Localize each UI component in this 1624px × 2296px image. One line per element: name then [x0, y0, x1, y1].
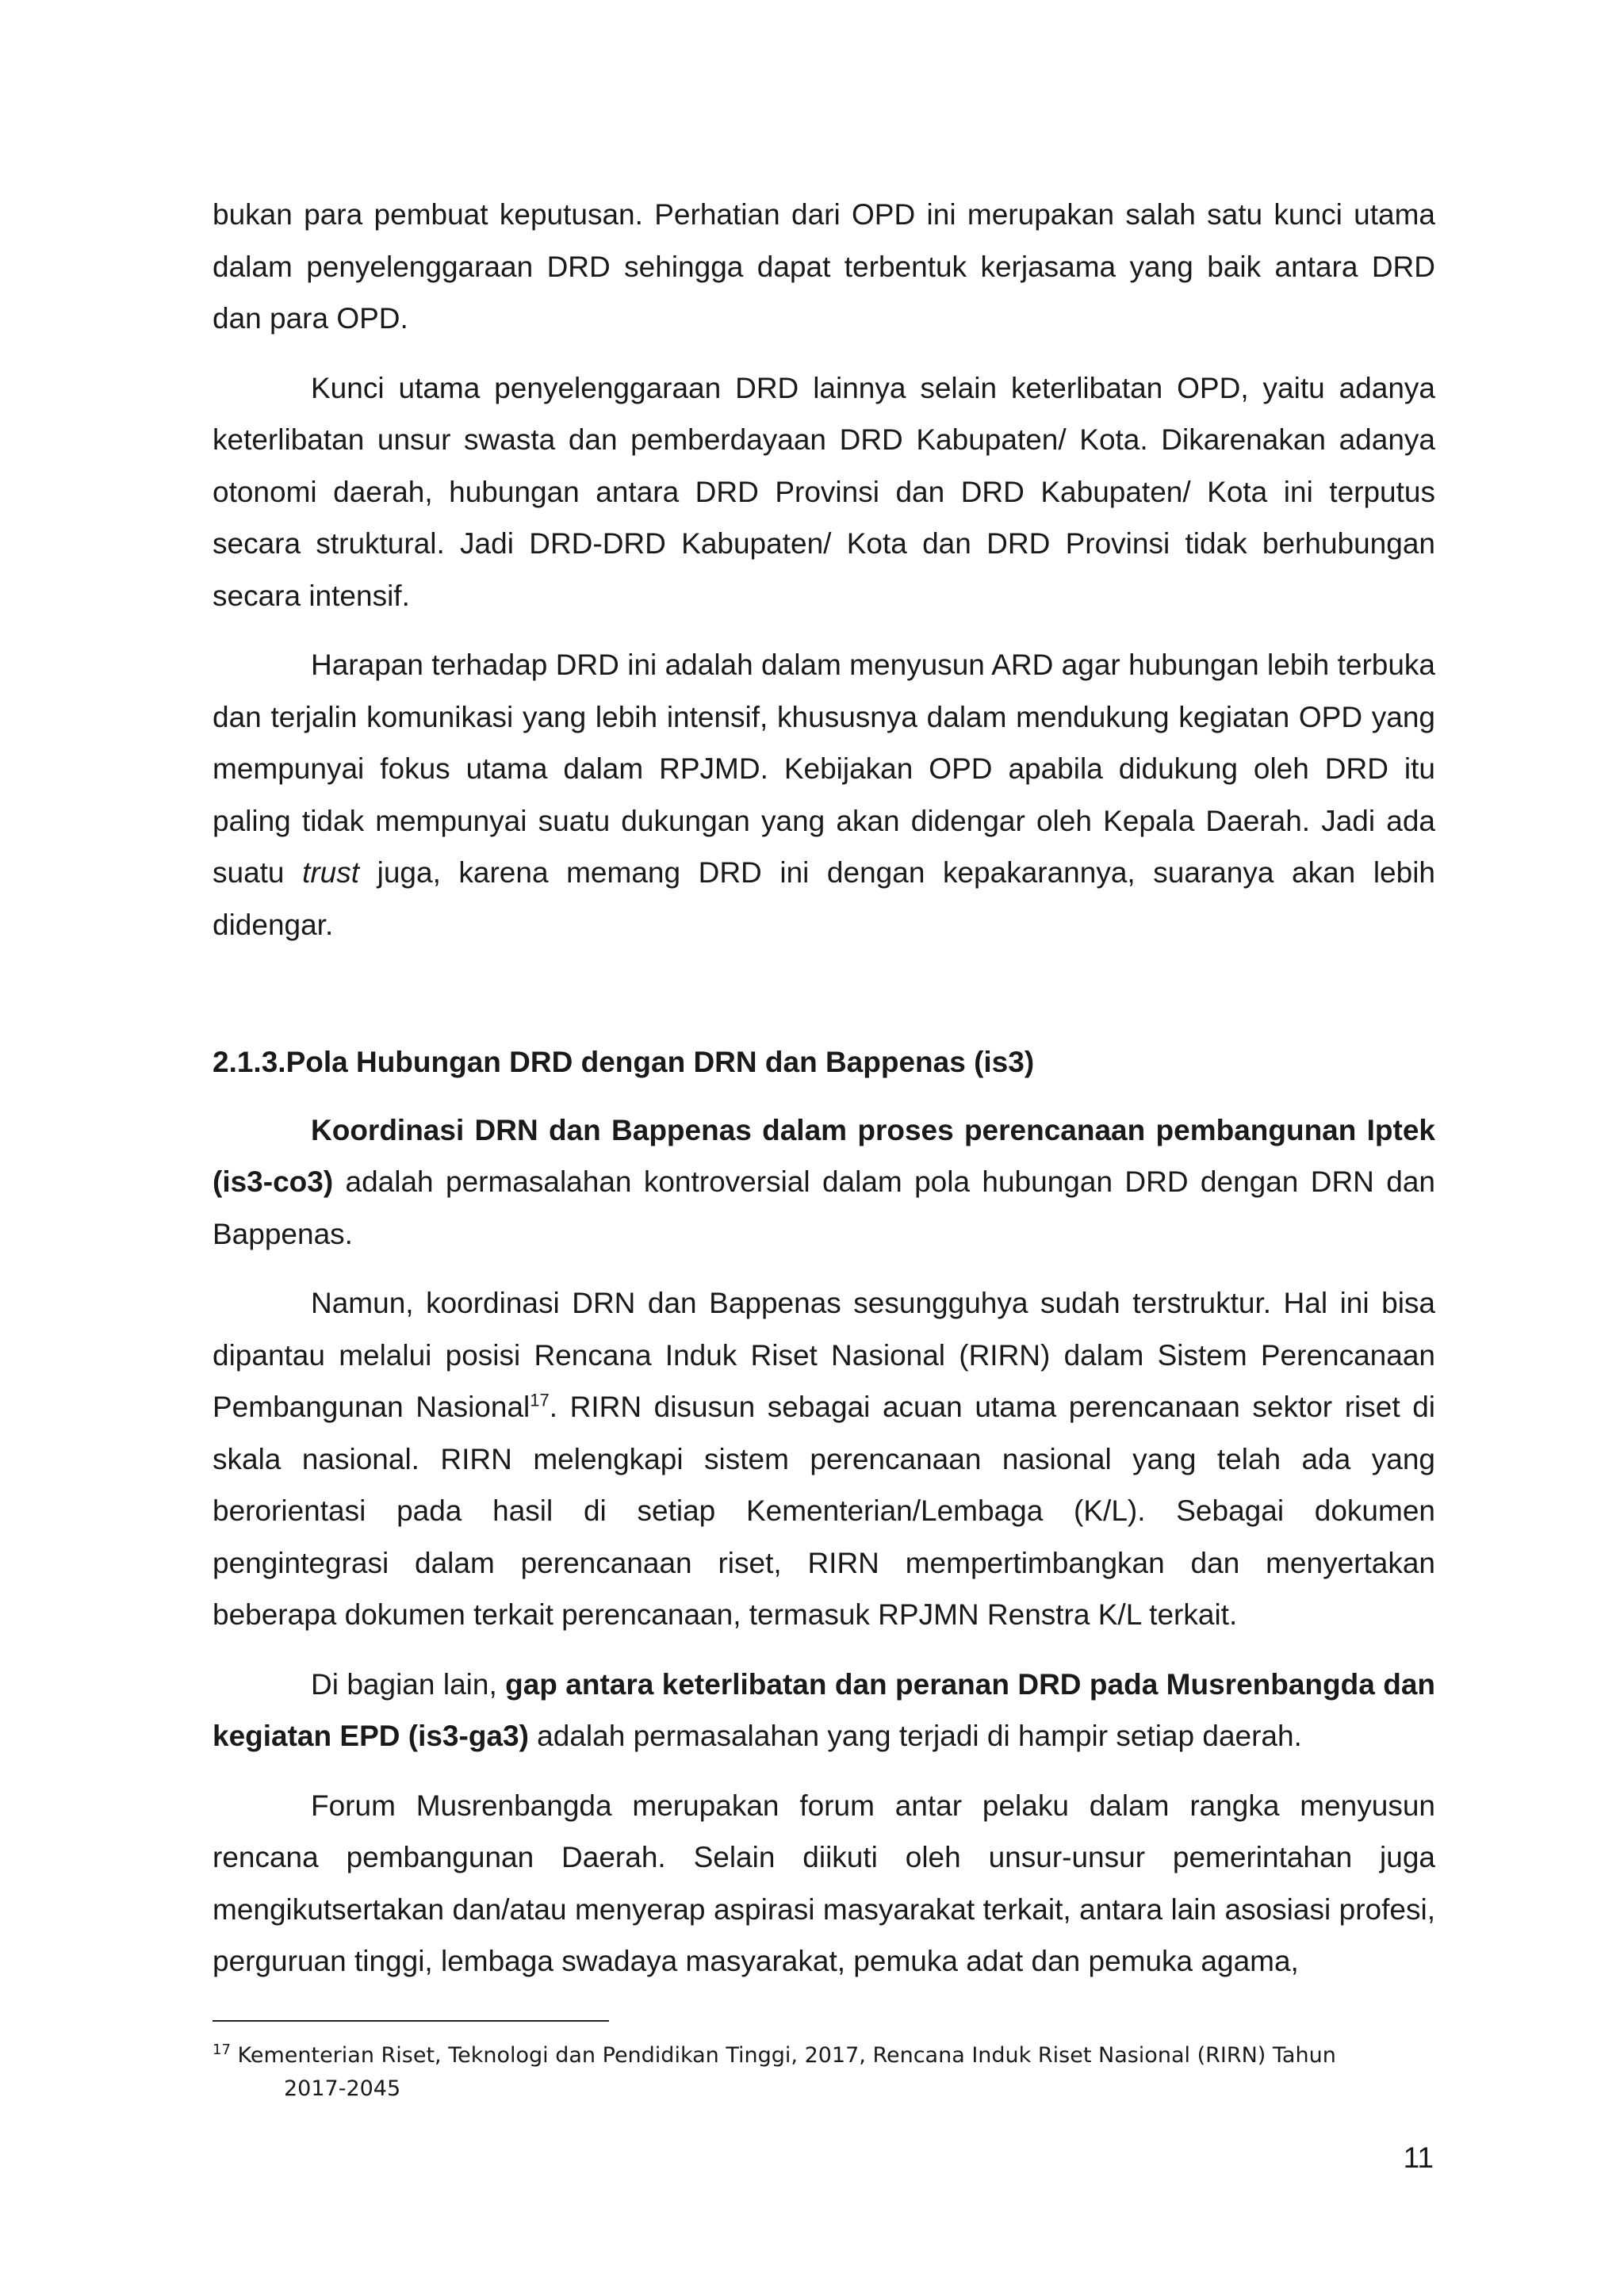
page-body: [213, 189, 1435, 1988]
text-run: adalah permasalahan yang terjadi di hampir setiap daerah.: [528, 1720, 1302, 1752]
paragraph-expectations: [213, 639, 1435, 951]
footnote: [213, 2039, 1434, 2106]
text-run: juga, karena memang DRD ini dengan kepakarannya, suaranya akan lebih didengar.: [213, 856, 1435, 941]
bold-issue-term: gap antara keterlibatan dan peranan DRD pada Musrenbangda dan kegiatan EPD (is3-ga3): [213, 1667, 1435, 1752]
paragraph-key-elements: Kunci utama penyelenggaraan DRD lainnya selain keterlibatan OPD, yaitu adanya keterlibatan unsur swasta dan pemberdayaan DRD Kabupaten/ Kota. Dikarenakan adanya otonomi daerah, hubungan antara DRD Provinsi dan DRD Kabupaten/ Kota ini terputus secara struktural. Jadi DRD-DRD Kabupaten/ Kota dan DRD Provinsi tidak berhubungan secara intensif.: [213, 371, 1435, 612]
section-heading: 2.1.3.Pola Hubungan DRD dengan DRN dan Bappenas (is3): [213, 1046, 1035, 1078]
text-run: Namun, koordinasi DRN dan Bappenas sesungguhya sudah terstruktur. Hal ini bisa dipantau melalui posisi Rencana Induk Riset Nasional (RIRN) dalam Sistem Perencanaan Pembangunan Nasional: [213, 1287, 1435, 1423]
page-number: 11: [1403, 2141, 1434, 2174]
footnote-reference: 17: [530, 1390, 550, 1410]
paragraph-opd-attention: bukan para pembuat keputusan. Perhatian dari OPD ini merupakan salah satu kunci utama dalam penyelenggaraan DRD sehingga dapat terbentuk kerjasama yang baik antara DRD dan para OPD.: [213, 198, 1435, 335]
text-run: . RIRN disusun sebagai acuan utama perencanaan sektor riset di skala nasional. RIRN melengkapi sistem perencanaan nasional yang telah ada yang berorientasi pada hasil di setiap Kementerian/Lembaga (K/L). Sebagai dokumen pengintegrasi dalam perencanaan riset, RIRN mempertimbangkan dan menyertakan beberapa dokumen terkait perencanaan, termasuk RPJMN Renstra K/L terkait.: [213, 1391, 1436, 1631]
footnote-text-continued: 2017-2045: [284, 2076, 401, 2101]
text-run: Di bagian lain,: [311, 1667, 506, 1701]
footnote-text: Kementerian Riset, Teknologi dan Pendidikan Tinggi, 2017, Rencana Induk Riset Nasional (RIRN) Tahun: [230, 2043, 1336, 2068]
text-run: adalah permasalahan kontroversial dalam pola hubungan DRD dengan DRN dan Bappenas.: [213, 1165, 1435, 1250]
footnote-divider: [213, 2020, 609, 2022]
text-run: Harapan terhadap DRD ini adalah dalam menyusun ARD agar hubungan lebih terbuka dan terjalin komunikasi yang lebih intensif, khususnya dalam mendukung kegiatan OPD yang mempunyai fokus utama dalam RPJMD. Kebijakan OPD apabila didukung oleh DRD itu paling tidak mempunyai suatu dukungan yang akan didengar oleh Kepala Daerah. Jadi ada suatu: [213, 649, 1435, 889]
paragraph-rirn: [213, 1277, 1435, 1641]
paragraph-gap-issue: [213, 1659, 1435, 1762]
italic-term: trust: [302, 856, 360, 889]
bold-issue-term: Koordinasi DRN dan Bappenas dalam proses perencanaan pembangunan Iptek (is3-co3): [213, 1113, 1435, 1198]
paragraph-coordination-issue: [213, 1104, 1435, 1261]
footnote-mark: 17: [213, 2042, 231, 2058]
paragraph-musrenbangda: Forum Musrenbangda merupakan forum antar pelaku dalam rangka menyusun rencana pembangunan Daerah. Selain diikuti oleh unsur-unsur pemerintahan juga mengikutsertakan dan/atau menyerap aspirasi masyarakat terkait, antara lain asosiasi profesi, perguruan tinggi, lembaga swadaya masyarakat, pemuka adat dan pemuka agama,: [213, 1789, 1435, 1977]
